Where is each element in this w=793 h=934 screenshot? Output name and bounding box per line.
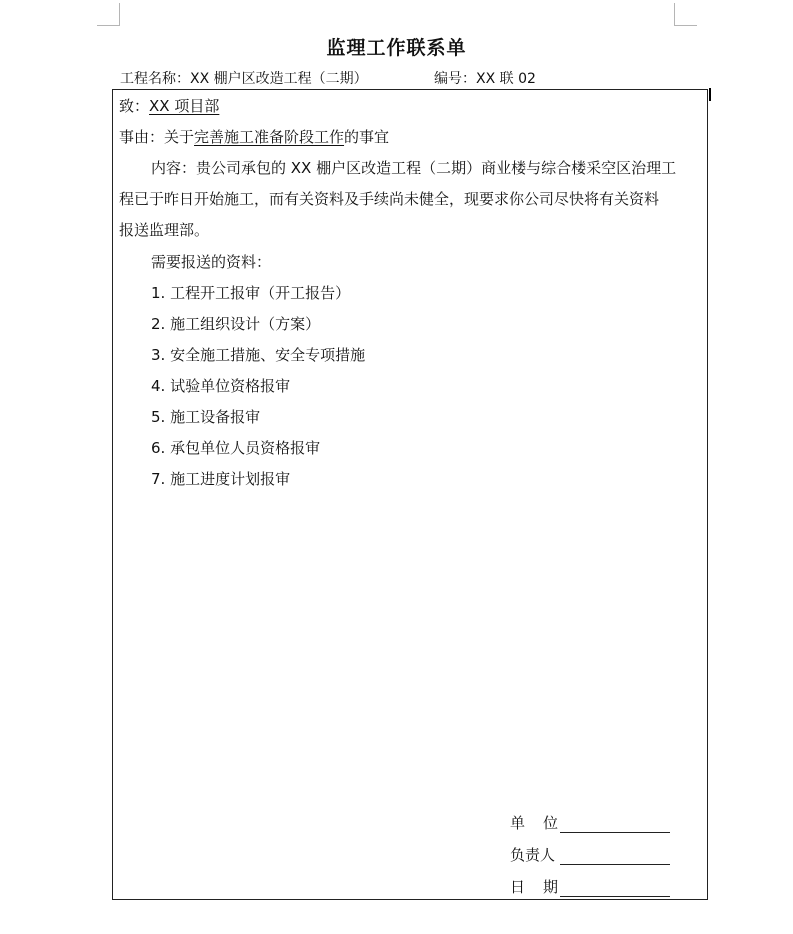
signature-date-blank [560, 880, 670, 897]
material-item: 1. 工程开工报审（开工报告） [151, 284, 351, 302]
crop-mark-top-left [97, 3, 120, 26]
signature-person-blank [560, 848, 670, 865]
subject-suffix: 的事宜 [344, 128, 390, 146]
signature-date-label: 日期 [510, 878, 577, 896]
subject-value: 完善施工准备阶段工作 [194, 128, 345, 146]
recipient-label: 致： [119, 97, 150, 115]
recipient-line [119, 95, 219, 116]
material-item: 6. 承包单位人员资格报审 [151, 439, 321, 457]
content-line-1: 内容：贵公司承包的 XX 棚户区改造工程（二期）商业楼与综合楼采空区治理工 [151, 159, 677, 177]
project-name-label: 工程名称： [120, 71, 190, 87]
subject-label: 事由： [119, 128, 165, 146]
signature-person-row [510, 844, 670, 865]
material-item: 7. 施工进度计划报审 [151, 470, 291, 488]
text-cursor [709, 88, 711, 101]
signature-unit-label: 单位 [510, 814, 577, 832]
signature-unit-row [510, 812, 670, 833]
document-title: 监理工作联系单 [326, 37, 467, 59]
project-name-value: XX 棚户区改造工程（二期） [190, 71, 368, 87]
signature-unit-blank [560, 816, 670, 833]
content-line-2: 程已于昨日开始施工，而有关资料及手续尚未健全，现要求你公司尽快将有关资料 [119, 190, 660, 208]
project-name-field [120, 68, 368, 88]
subject-line [119, 126, 389, 147]
content-line-3: 报送监理部。 [119, 221, 210, 239]
crop-mark-top-right [674, 3, 697, 26]
material-item: 3. 安全施工措施、安全专项措施 [151, 346, 366, 364]
subject-prefix: 关于 [164, 128, 195, 146]
document-number-field [434, 68, 536, 88]
content-frame [112, 89, 708, 900]
material-item: 5. 施工设备报审 [151, 408, 261, 426]
material-item: 4. 试验单位资格报审 [151, 377, 291, 395]
materials-heading: 需要报送的资料： [151, 253, 272, 271]
document-number-label: 编号： [434, 71, 476, 87]
signature-date-row [510, 876, 670, 897]
document-number-value: XX 联 02 [476, 71, 536, 87]
recipient-value: XX 项目部 [149, 97, 220, 115]
signature-person-label: 负责人 [510, 846, 556, 864]
material-item: 2. 施工组织设计（方案） [151, 315, 321, 333]
